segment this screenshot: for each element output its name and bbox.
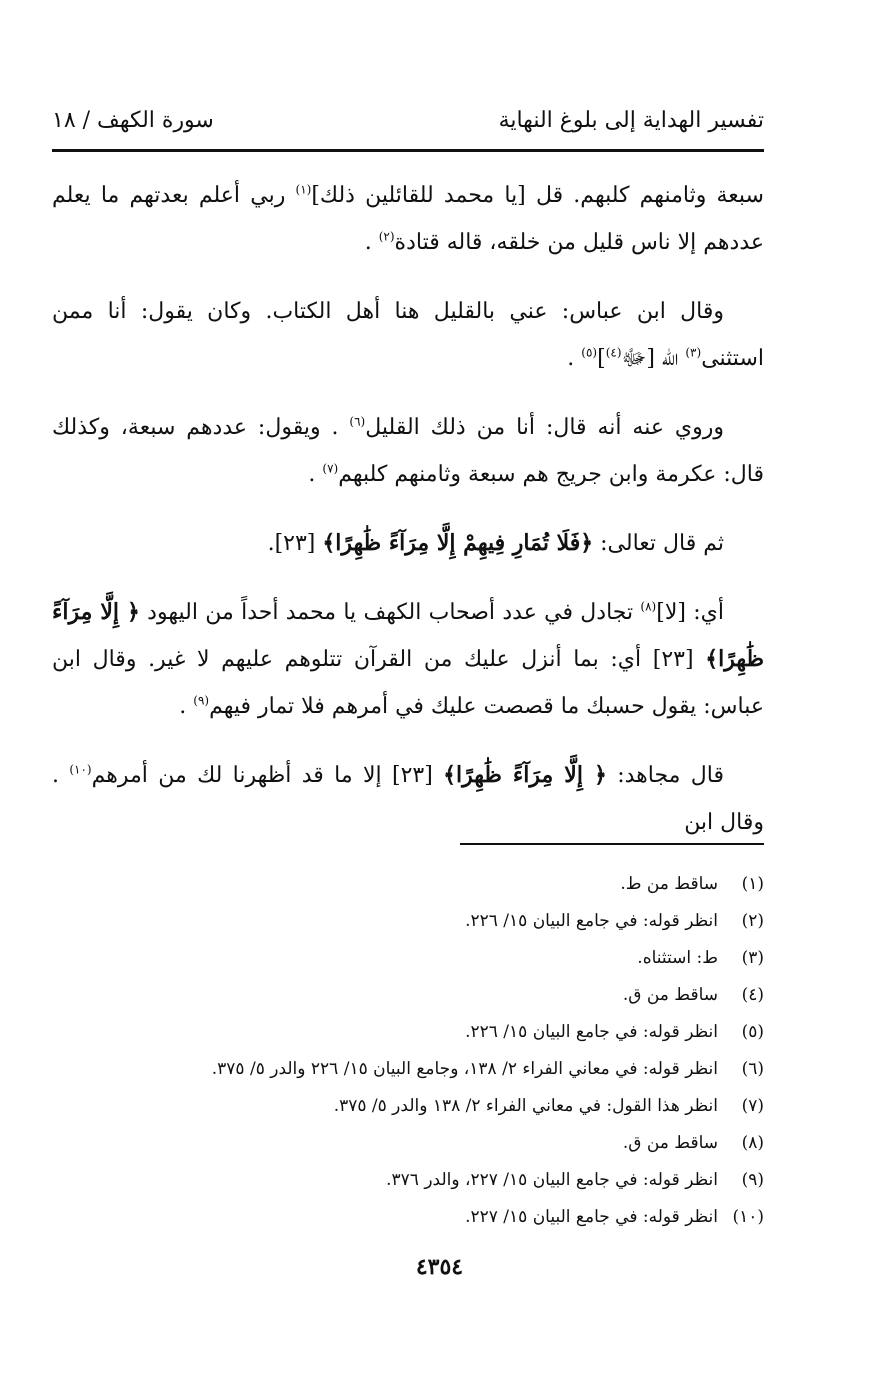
footnote-marker: (١) xyxy=(295,182,312,197)
footnote-number: (٦) xyxy=(741,1059,764,1079)
text-run: . وقال ابن xyxy=(52,763,764,835)
text-run: ثم قال تعالى: xyxy=(593,531,724,556)
paragraph xyxy=(52,172,764,266)
footnote-number: (٩) xyxy=(741,1170,764,1190)
text-run: . xyxy=(364,230,379,255)
footnote-number: (١) xyxy=(741,874,764,894)
text-run: [٢٣] أي: بما أنزل عليك من القرآن تتلوهم عليهم لا غير. وقال ابن عباس: يقول حسبك ما قصصت عليك في أمرهم فلا تمار فيهم xyxy=(52,647,764,719)
quran-verse: ﴿ إِلَّا مِرَآءً ظَٰهِرًا﴾ xyxy=(443,762,607,788)
footnote-number: (١٠) xyxy=(732,1207,764,1227)
text-run: قال مجاهد: xyxy=(606,763,724,788)
footnote-number: (٣) xyxy=(741,948,764,968)
footnote-text: انظر قوله: في جامع البيان ١٥/ ٢٢٦. xyxy=(465,1022,718,1042)
footnote-text: ساقط من ق. xyxy=(622,985,718,1005)
text-run: [٢٣] إلا ما قد أظهرنا لك من أمرهم xyxy=(91,763,444,788)
text-run: تجادل في عدد أصحاب الكهف يا محمد أحداً من اليهود xyxy=(139,600,641,625)
footnote-text: ط: استثناه. xyxy=(637,948,718,968)
footnote xyxy=(144,866,764,903)
footnote-text: انظر قوله: في جامع البيان ١٥/ ٢٢٧، والدر ٣٧٦. xyxy=(386,1170,718,1190)
footnote-number: (٥) xyxy=(741,1022,764,1042)
footnote-marker: (٤) xyxy=(605,345,622,360)
footnote-text: انظر قوله: في معاني الفراء ٢/ ١٣٨، وجامع البيان ١٥/ ٢٢٦ والدر ٥/ ٣٧٥. xyxy=(211,1059,718,1079)
header-rule xyxy=(52,149,764,152)
text-run: . xyxy=(567,346,582,371)
paragraph xyxy=(52,520,764,567)
footnote-marker: (٧) xyxy=(322,461,339,476)
footnote-marker: (٦) xyxy=(349,414,366,429)
paragraph xyxy=(52,404,764,498)
footnote-text: انظر هذا القول: في معاني الفراء ٢/ ١٣٨ والدر ٥/ ٣٧٥. xyxy=(333,1096,718,1116)
footnote-number: (٨) xyxy=(741,1133,764,1153)
footnote-text: ساقط من ق. xyxy=(622,1133,718,1153)
footnote-rule xyxy=(460,843,764,845)
text-run: [٢٣]. xyxy=(267,531,323,556)
text-run: وروي عنه أنه قال: أنا من ذلك القليل xyxy=(365,415,724,440)
book-title: تفسير الهداية إلى بلوغ النهاية xyxy=(498,108,764,133)
page-number: ٤٣٥٤ xyxy=(415,1254,464,1280)
footnote-text: ساقط من ط. xyxy=(620,874,718,894)
footnotes-list xyxy=(144,866,764,1236)
footnote-text: انظر قوله: في جامع البيان ١٥/ ٢٢٦. xyxy=(465,911,718,931)
text-run: وقال ابن عباس: عني بالقليل هنا أهل الكتاب. وكان يقول: أنا ممن استثنى xyxy=(52,299,764,371)
footnote xyxy=(144,1125,764,1162)
text-run: . xyxy=(308,462,323,487)
footnote-marker: (٢) xyxy=(378,229,395,244)
footnote-marker: (٥) xyxy=(581,345,598,360)
footnote xyxy=(144,1199,764,1236)
text-run: ربي أعلم بعدتهم ما يعلم عددهم إلا ناس قليل من خلقه، قاله قتادة xyxy=(52,183,764,255)
footnote xyxy=(144,1014,764,1051)
text-run: سبعة وثامنهم كلبهم. قل [يا محمد للقائلين ذلك] xyxy=(311,183,764,208)
footnote-marker: (٨) xyxy=(640,599,657,614)
text-run: . ويقول: عددهم سبعة، وكذلك قال: عكرمة وابن جريج هم سبعة وثامنهم كلبهم xyxy=(52,415,764,487)
footnote xyxy=(144,1088,764,1125)
footnote xyxy=(144,1051,764,1088)
text-run: . xyxy=(179,694,194,719)
text-run: الله [ﷻ xyxy=(621,346,686,371)
footnote xyxy=(144,1162,764,1199)
footnote xyxy=(144,903,764,940)
footnote-number: (٧) xyxy=(741,1096,764,1116)
paragraph xyxy=(52,288,764,382)
quran-verse: ﴿ إِلَّا مِرَآءً ظَٰهِرًا﴾ xyxy=(52,599,764,672)
footnote-marker: (٩) xyxy=(193,693,210,708)
main-text xyxy=(52,172,764,868)
footnote-marker: (١٠) xyxy=(69,762,92,777)
footnote-number: (٤) xyxy=(741,985,764,1005)
paragraph xyxy=(52,589,764,730)
footnote xyxy=(144,977,764,1014)
footnote-text: انظر قوله: في جامع البيان ١٥/ ٢٢٧. xyxy=(465,1207,718,1227)
paragraph xyxy=(52,752,764,846)
text-run: أي: [لا] xyxy=(656,600,724,625)
footnote xyxy=(144,940,764,977)
text-run: ] xyxy=(597,346,606,371)
running-header xyxy=(52,108,764,148)
surah-label: سورة الكهف / ١٨ xyxy=(52,108,214,133)
quran-verse: ﴿فَلَا تُمَارِ فِيهِمْ إِلَّا مِرَآءً ظَٰهِرًا﴾ xyxy=(322,530,594,556)
footnote-marker: (٣) xyxy=(685,345,702,360)
footnote-number: (٢) xyxy=(741,911,764,931)
